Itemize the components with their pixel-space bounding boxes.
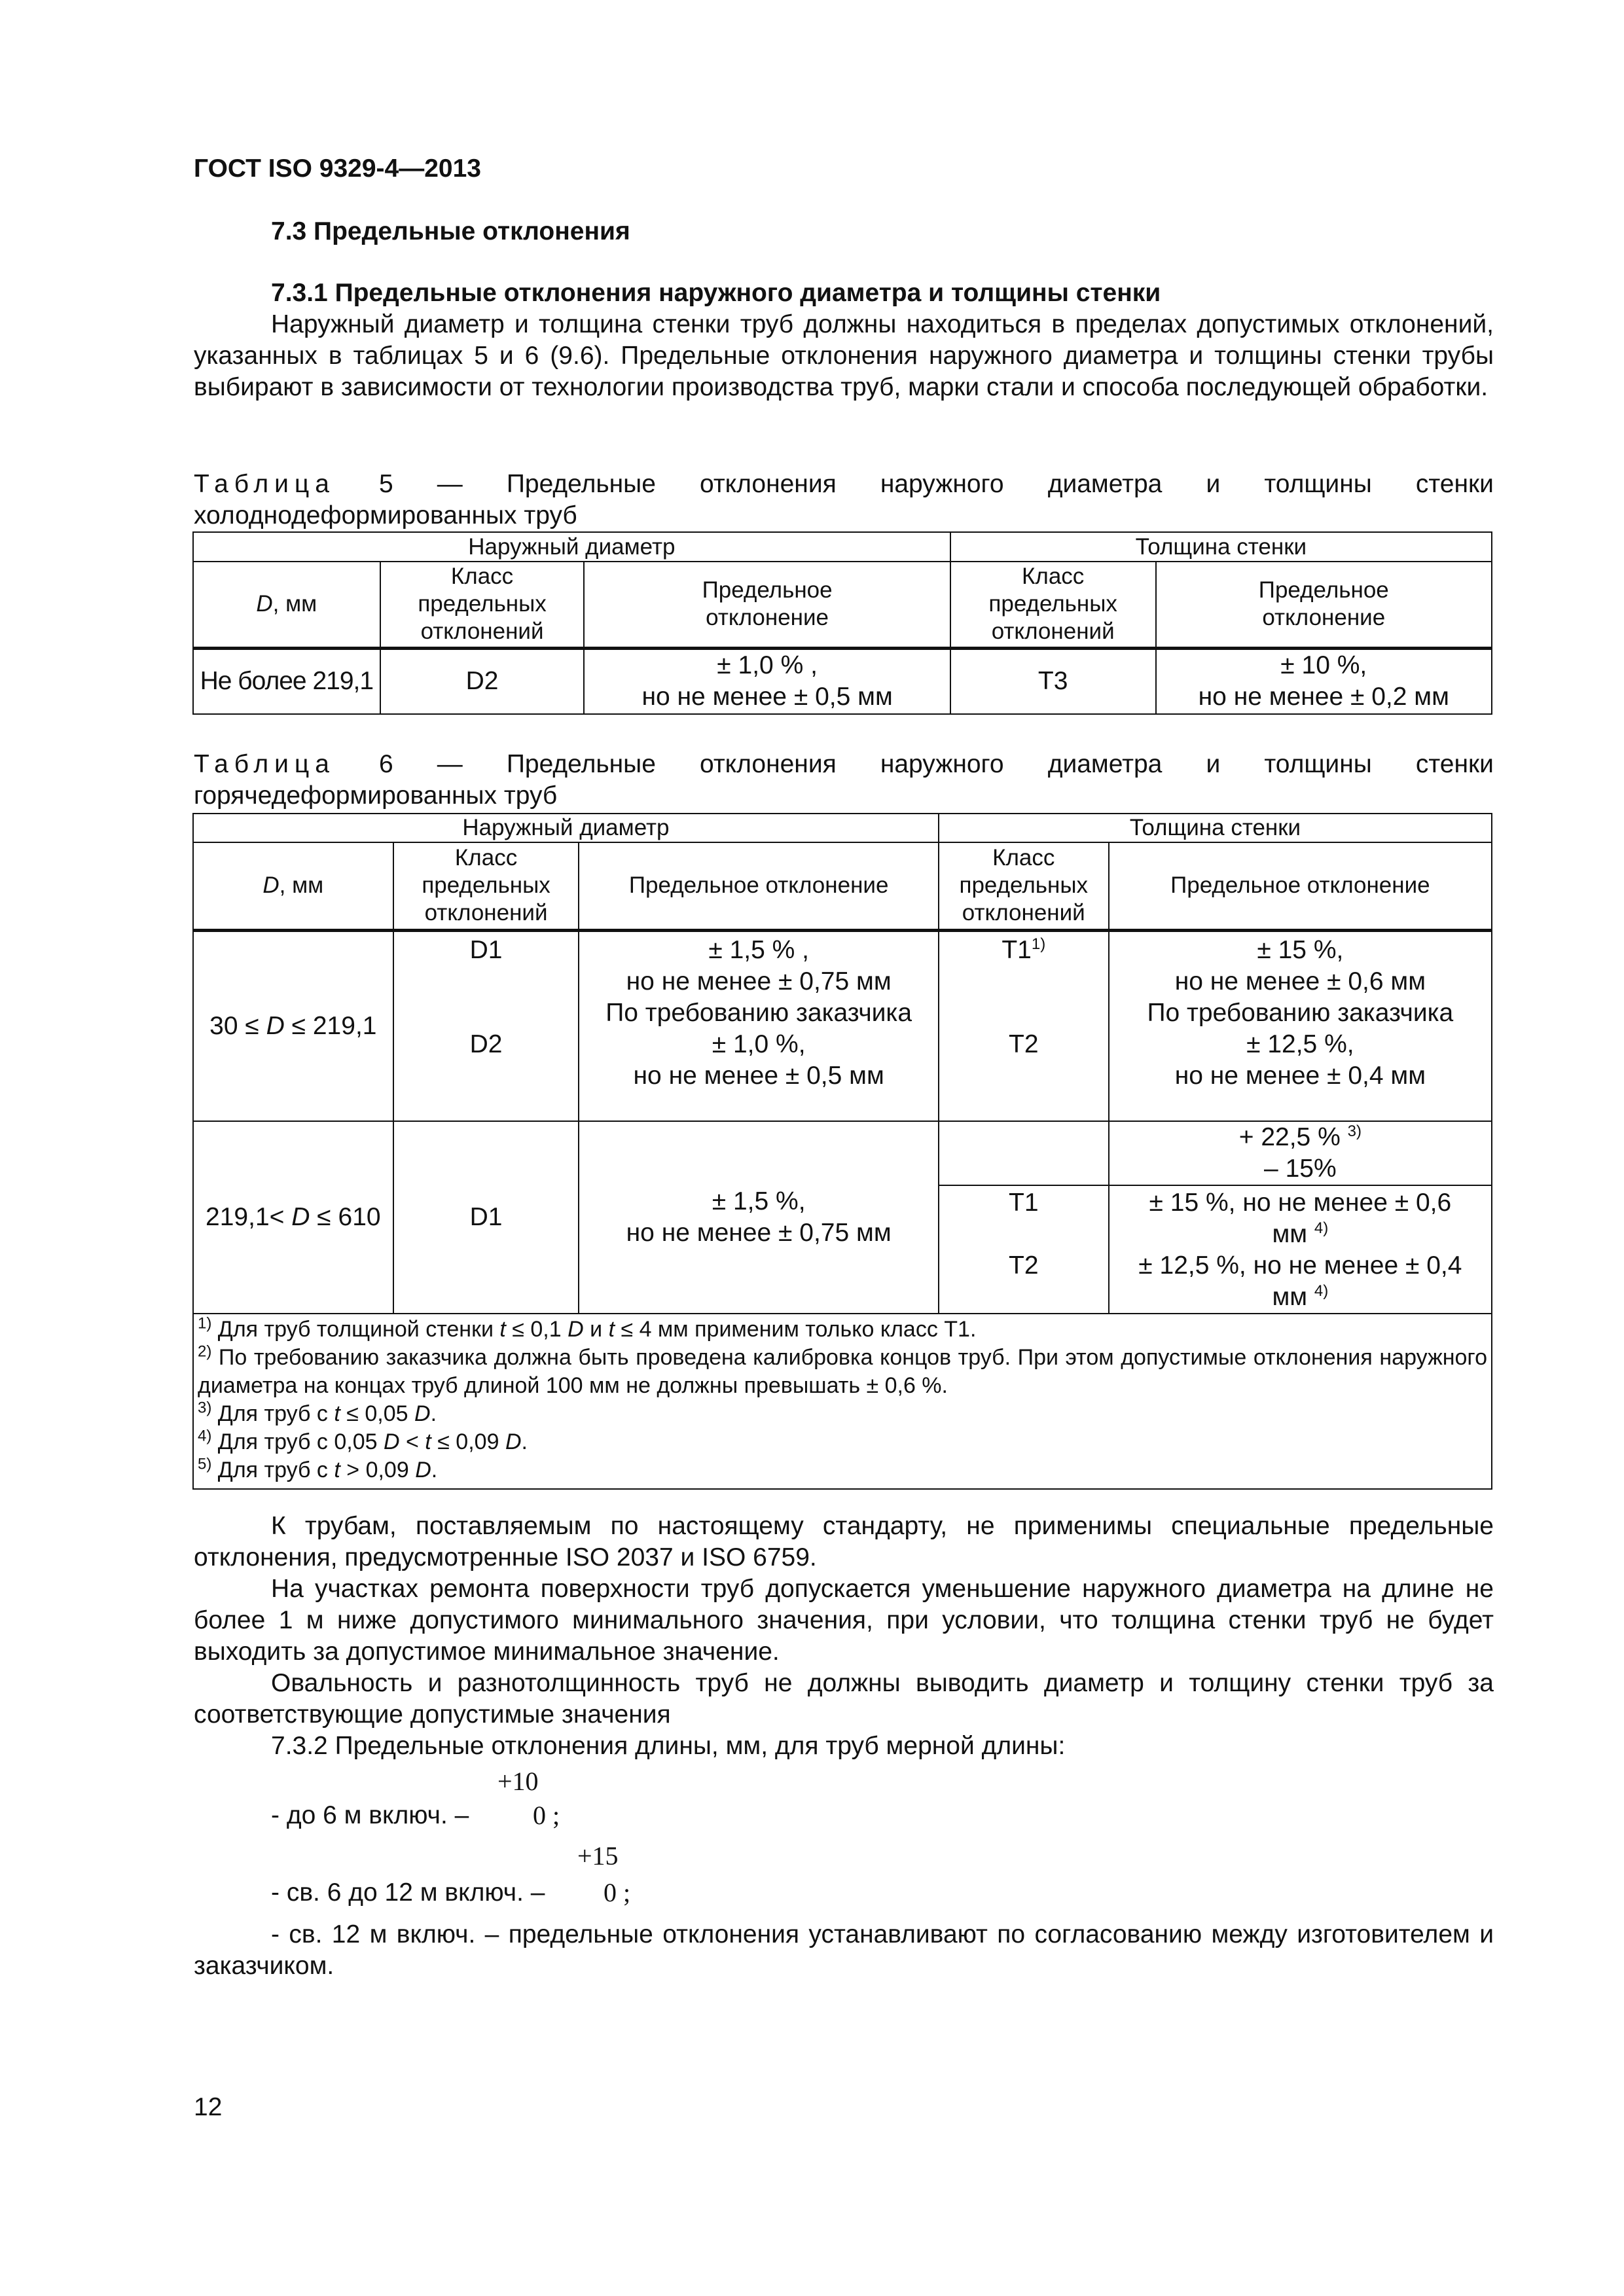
- col-header-class: Класс предельных отклонений: [380, 562, 585, 648]
- caption-word: Предельные: [506, 470, 656, 498]
- table-header-row: [193, 562, 1492, 648]
- footnotes-row: [193, 1314, 1492, 1489]
- cell-deviation-d: ± 1,5 % , но не менее ± 0,75 мм По требованию заказчика ± 1,0 %, но не менее ± 0,5 мм: [579, 930, 938, 1121]
- cell-class-t: T1 T2: [939, 1185, 1109, 1314]
- table5: [192, 531, 1492, 715]
- caption-word: стенки: [1415, 470, 1494, 498]
- caption-word: диаметра: [1047, 750, 1163, 778]
- table-row: [193, 930, 1492, 1121]
- cell-d-range: 30 ≤ D ≤ 219,1: [193, 930, 393, 1121]
- item1-upper-limit: +10: [497, 1767, 539, 1796]
- cell-deviation-t: ± 15 %, но не менее ± 0,6 мм $^{4)}$ ± 12,5 %, но не менее ± 0,4 мм $^{4)}$: [1109, 1185, 1492, 1314]
- table6: [192, 813, 1492, 1490]
- page-number: 12: [194, 2093, 223, 2121]
- footnote-5: $^{5)}$ Для труб с t > 0,09 D.: [198, 1455, 438, 1482]
- cell-class-t: T3: [950, 648, 1156, 714]
- table-row: [193, 1121, 1492, 1185]
- col-header-deviation: Предельное отклонение: [584, 562, 950, 648]
- paragraph-repair-areas: На участках ремонта поверхности труб допускается уменьшение наружного диаметра на длине не более 1 м ниже допустимого минимального значения, при условии, что толщина стенки труб не будет выходить за допустимое минимальное значение.: [194, 1575, 1494, 1666]
- group-wall-thickness: Толщина стенки: [939, 814, 1492, 842]
- group-outer-diameter: Наружный диаметр: [193, 532, 950, 562]
- paragraph-ovality: Овальность и разнотолщинность труб не должны выводить диаметр и толщину стенки труб за соответствующие допустимые значения: [194, 1669, 1494, 1729]
- cell-class-d: D1 D2: [393, 930, 579, 1121]
- table-header-row: [193, 842, 1492, 930]
- caption-dash: —: [437, 470, 463, 498]
- item2-lower-limit: 0 ;: [604, 1878, 631, 1907]
- table5-caption: [194, 469, 1494, 500]
- cell-class-d: D2: [380, 648, 585, 714]
- cell-class-t-empty: [939, 1121, 1109, 1185]
- col-header-class: Класс предельных отклонений: [393, 842, 579, 930]
- intro-paragraph: Наружный диаметр и толщина стенки труб должны находиться в пределах допустимых отклонений, указанных в таблицах 5 и 6 (9.6). Предельные отклонения наружного диаметра и толщины стенки трубы выбирают в зависимости от технологии производства труб, марки стали и способа последующей обработки.: [194, 310, 1494, 401]
- document-number: ГОСТ ISO 9329-4—2013: [194, 154, 481, 183]
- paragraph-iso-standards: К трубам, поставляемым по настоящему стандарту, не применимы специальные предельные отклонения, предусмотренные ISO 2037 и ISO 6759.: [194, 1512, 1494, 1571]
- caption-number: 5: [379, 470, 393, 498]
- col-header-deviation: Предельное отклонение: [1109, 842, 1492, 930]
- caption-word: толщины: [1264, 470, 1372, 498]
- caption-word: отклонения: [699, 750, 837, 778]
- caption-word: наружного: [880, 470, 1004, 498]
- cell-deviation-t: ± 15 %, но не менее ± 0,6 мм По требованию заказчика ± 12,5 %, но не менее ± 0,4 мм: [1109, 930, 1492, 1121]
- caption-word: отклонения: [699, 470, 837, 498]
- footnote-1: $^{1)}$ Для труб толщиной стенки t ≤ 0,1 D и t ≤ 4 мм применим только класс T1.: [198, 1314, 977, 1342]
- footnotes: [193, 1314, 1492, 1489]
- item1-text: - до 6 м включ. –: [271, 1801, 469, 1829]
- col-header-class: Класс предельных отклонений: [939, 842, 1109, 930]
- item2-upper-limit: +15: [577, 1841, 619, 1871]
- footnote-2: $^{2)}$ По требованию заказчика должна быть проведена калибровка концов труб. При этом допустимые отклонения наружного диаметра на концах труб длиной 100 мм не должны превышать ± 0,6 %.: [198, 1342, 1487, 1398]
- caption-label: Таблица: [194, 470, 335, 498]
- item2-text: - св. 6 до 12 м включ. –: [271, 1878, 545, 1907]
- caption-number: 6: [379, 750, 393, 778]
- cell-deviation-d: ± 1,0 % , но не менее ± 0,5 мм: [584, 648, 950, 714]
- caption-word: толщины: [1264, 750, 1372, 778]
- footnote-4: $^{4)}$ Для труб с 0,05 D < t ≤ 0,09 D.: [198, 1427, 528, 1454]
- table-row: [193, 648, 1492, 714]
- table6-caption: [194, 749, 1494, 780]
- caption-word: и: [1206, 750, 1221, 778]
- caption-word: и: [1206, 470, 1221, 498]
- col-header-d: D, мм: [193, 562, 380, 648]
- group-outer-diameter: Наружный диаметр: [193, 814, 939, 842]
- subsection-7-3-2: 7.3.2 Предельные отклонения длины, мм, для труб мерной длины:: [271, 1732, 1066, 1760]
- footnote-3: $^{3)}$ Для труб с t ≤ 0,05 D.: [198, 1399, 437, 1426]
- section-title: 7.3 Предельные отклонения: [271, 217, 630, 245]
- cell-d: Не более 219,1: [193, 648, 380, 714]
- caption-word: Предельные: [506, 750, 656, 778]
- table5-caption-line2: холоднодеформированных труб: [194, 501, 577, 529]
- caption-label: Таблица: [194, 750, 335, 778]
- col-header-deviation: Предельное отклонение: [1156, 562, 1492, 648]
- group-wall-thickness: Толщина стенки: [950, 532, 1492, 562]
- col-header-class: Класс предельных отклонений: [950, 562, 1156, 648]
- table-header-row: [193, 814, 1492, 842]
- subsection-title: 7.3.1 Предельные отклонения наружного диаметра и толщины стенки: [271, 279, 1161, 307]
- col-header-deviation: Предельное отклонение: [579, 842, 938, 930]
- table-header-row: [193, 532, 1492, 562]
- caption-dash: —: [437, 750, 463, 778]
- table6-caption-line2: горячедеформированных труб: [194, 781, 558, 810]
- cell-d-range: 219,1< D ≤ 610: [193, 1121, 393, 1314]
- item3-text: - св. 12 м включ. – предельные отклонения устанавливают по согласованию между изготовителем и заказчиком.: [194, 1920, 1494, 1980]
- cell-deviation-t: ± 10 %, но не менее ± 0,2 мм: [1156, 648, 1492, 714]
- cell-class-t: T1$^{1)}$ T2: [939, 930, 1109, 1121]
- cell-deviation-d: ± 1,5 %, но не менее ± 0,75 мм: [579, 1121, 938, 1314]
- caption-word: диаметра: [1047, 470, 1163, 498]
- col-header-d: D, мм: [193, 842, 393, 930]
- cell-class-d: D1: [393, 1121, 579, 1314]
- caption-word: стенки: [1415, 750, 1494, 778]
- caption-word: наружного: [880, 750, 1004, 778]
- cell-deviation-t: + 22,5 % $^{3)}$ – 15%: [1109, 1121, 1492, 1185]
- item1-lower-limit: 0 ;: [533, 1801, 560, 1830]
